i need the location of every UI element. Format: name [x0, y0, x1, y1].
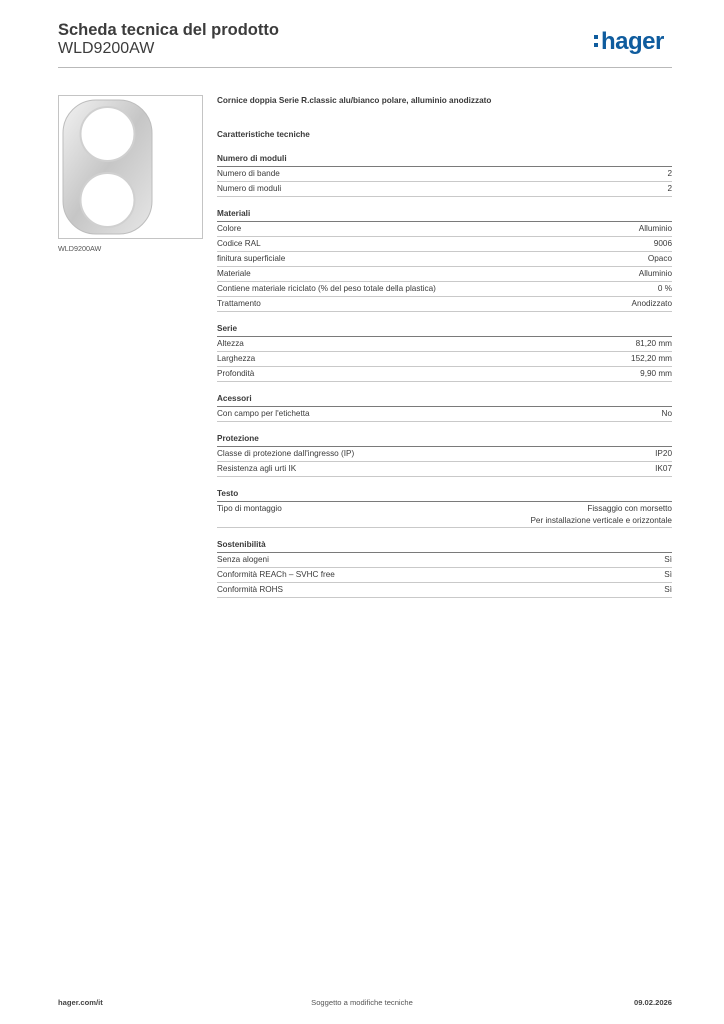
spec-row [217, 502, 672, 528]
spec-value-line: 9006 [653, 239, 672, 248]
page-title: Scheda tecnica del prodotto [58, 21, 279, 39]
spec-value [664, 584, 672, 597]
spec-label: Profondità [217, 369, 255, 378]
spec-row [217, 337, 672, 352]
spec-sections [217, 153, 672, 598]
spec-row [217, 352, 672, 367]
spec-value [640, 368, 672, 381]
spec-row [217, 222, 672, 237]
spec-value [667, 183, 672, 196]
spec-value-line: Anodizzato [631, 299, 672, 308]
spec-row [217, 167, 672, 182]
product-code: WLD9200AW [58, 40, 155, 57]
spec-section [217, 208, 672, 312]
spec-value-line: No [661, 409, 672, 418]
spec-label: Colore [217, 224, 242, 233]
spec-value-line: 152,20 mm [631, 354, 672, 363]
spec-section [217, 488, 672, 528]
spec-row [217, 182, 672, 197]
spec-label: Larghezza [217, 354, 256, 363]
spec-label: Numero di bande [217, 169, 280, 178]
spec-value [664, 554, 672, 567]
spec-row [217, 297, 672, 312]
spec-value [639, 268, 672, 281]
spec-value-line: IK07 [655, 464, 672, 473]
section-title: Numero di moduli [217, 153, 672, 167]
logo-colon-icon [594, 33, 599, 49]
spec-value-line: 2 [667, 169, 672, 178]
section-title: Sostenibilità [217, 539, 672, 553]
spec-row [217, 282, 672, 297]
spec-value [664, 569, 672, 582]
section-title: Protezione [217, 433, 672, 447]
spec-row [217, 553, 672, 568]
spec-value [654, 238, 672, 251]
spec-section [217, 393, 672, 422]
spec-row [217, 237, 672, 252]
spec-value-line: Opaco [647, 254, 672, 263]
spec-section [217, 153, 672, 197]
spec-value-line: Sì [664, 570, 672, 579]
spec-value [662, 408, 672, 421]
image-caption: WLD9200AW [58, 244, 102, 253]
product-description: Cornice doppia Serie R.classic alu/bianco polare, alluminio anodizzato [217, 96, 492, 105]
spec-label: Codice RAL [217, 239, 261, 248]
spec-value-line: Fissaggio con morsetto [587, 504, 672, 513]
spec-value [655, 463, 672, 476]
spec-label: finitura superficiale [217, 254, 286, 263]
footer-date: 09.02.2026 [633, 998, 672, 1007]
spec-value-line: Alluminio [638, 224, 672, 233]
spec-row [217, 367, 672, 382]
spec-label: Con campo per l'etichetta [217, 409, 310, 418]
spec-section [217, 433, 672, 477]
section-title: Acessori [217, 393, 672, 407]
spec-value [631, 353, 672, 366]
spec-label: Conformità REACh – SVHC free [217, 570, 335, 579]
spec-label: Tipo di montaggio [217, 504, 282, 513]
spec-value-line: Alluminio [638, 269, 672, 278]
spec-label: Trattamento [217, 299, 261, 308]
spec-value-line: 0 % [657, 284, 672, 293]
section-title: Testo [217, 488, 672, 502]
logo-text: hager [601, 28, 664, 55]
footer-note: Soggetto a modifiche tecniche [311, 998, 413, 1007]
spec-row [217, 252, 672, 267]
spec-label: Contiene materiale riciclato (% del peso totale della plastica) [217, 284, 436, 293]
spec-value [639, 223, 672, 236]
spec-row [217, 462, 672, 477]
spec-label: Senza alogeni [217, 555, 269, 564]
spec-value [530, 503, 672, 527]
spec-label: Conformità ROHS [217, 585, 283, 594]
spec-value-line: Sì [664, 585, 672, 594]
spec-label: Classe di protezione dall'ingresso (IP) [217, 449, 355, 458]
spec-value-line: IP20 [655, 449, 672, 458]
spec-value [636, 338, 672, 351]
spec-label: Altezza [217, 339, 244, 348]
spec-value [648, 253, 672, 266]
spec-value-line: Sì [664, 555, 672, 564]
double-frame-image-icon [59, 96, 202, 238]
spec-value-line: 9,90 mm [640, 369, 672, 378]
product-image [58, 95, 203, 239]
spec-row [217, 447, 672, 462]
spec-value [655, 448, 672, 461]
section-title: Materiali [217, 208, 672, 222]
spec-value [667, 168, 672, 181]
spec-value [658, 283, 672, 296]
hager-logo [594, 28, 664, 56]
header-divider [58, 67, 672, 68]
spec-row [217, 583, 672, 598]
footer-website[interactable]: hager.com/it [58, 998, 103, 1007]
technical-specs [217, 96, 672, 598]
spec-row [217, 267, 672, 282]
spec-label: Numero di moduli [217, 184, 282, 193]
spec-row [217, 407, 672, 422]
section-title: Serie [217, 323, 672, 337]
spec-section [217, 323, 672, 382]
spec-section [217, 539, 672, 598]
spec-label: Resistenza agli urti IK [217, 464, 297, 473]
spec-row [217, 568, 672, 583]
specs-heading: Caratteristiche tecniche [217, 130, 310, 139]
spec-label: Materiale [217, 269, 251, 278]
spec-value [631, 298, 672, 311]
spec-value-line: Per installazione verticale e orizzontale [530, 516, 672, 525]
spec-value-line: 2 [667, 184, 672, 193]
spec-value-line: 81,20 mm [635, 339, 672, 348]
